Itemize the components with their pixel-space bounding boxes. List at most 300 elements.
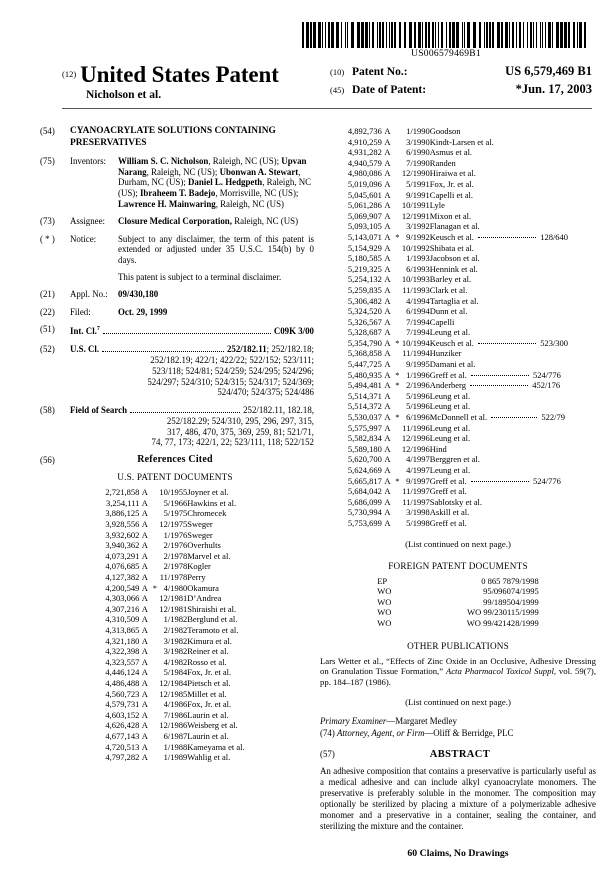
citation-row <box>105 657 244 668</box>
citation-assignee-name: Greff et al. <box>429 486 467 497</box>
citation-assignee-name: Shiraishi et al. <box>187 603 237 614</box>
foreign-citation-row <box>377 607 539 618</box>
citation-date: 12/1984 <box>159 677 188 688</box>
citation-kind-code: A <box>384 454 391 465</box>
citation-kind-code: A <box>384 369 391 380</box>
citation-star-marker <box>393 296 402 307</box>
citation-patent-number: 5,514,372 <box>347 401 382 412</box>
citation-patent-number: 4,626,428 <box>105 720 140 731</box>
citation-star-marker <box>393 444 402 455</box>
citation-patent-number: 5,665,817 <box>347 475 382 486</box>
citation-patent-number: 5,684,042 <box>347 486 382 497</box>
examiner-block <box>320 716 596 738</box>
citation-assignee-name: Chromecek <box>187 508 227 519</box>
citation-star-marker <box>150 498 159 509</box>
citation-patent-number: 4,486,488 <box>105 677 140 688</box>
citation-star-marker <box>393 486 402 497</box>
citation-kind-code: A <box>141 540 148 551</box>
citation-patent-number: 4,446,124 <box>105 667 140 678</box>
citation-star-marker <box>150 593 159 604</box>
citation-star-marker: * <box>395 231 400 242</box>
citation-row <box>105 625 244 636</box>
attorney-agent-firm: (74) Attorney, Agent, or Firm—Oliff & Berridge, PLC <box>320 727 514 738</box>
citation-assignee-name: Greff et al. <box>429 517 467 528</box>
foreign-publication-date: 8/1999 <box>515 617 539 628</box>
us-patent-documents-table-left <box>105 487 244 762</box>
citation-row <box>105 498 244 509</box>
citation-assignee-name: Leung et al. <box>429 390 471 401</box>
citation-row <box>348 327 568 338</box>
citation-assignee-name: Damani et al. <box>429 359 476 370</box>
notice-label: Notice: <box>70 233 97 244</box>
citation-kind-code: A <box>384 210 391 221</box>
patent-number-label: Patent No.: <box>352 66 408 78</box>
citation-row <box>348 507 568 518</box>
citation-patent-number: 5,259,835 <box>347 284 382 295</box>
citation-date: 11/1994 <box>402 348 430 359</box>
citation-patent-number: 5,480,935 <box>347 369 382 380</box>
list-continued-notice-1: (List continued on next page.) <box>405 538 511 549</box>
citation-date: 4/1997 <box>406 465 430 475</box>
citation-date: 9/1992 <box>406 231 430 242</box>
citation-date: 12/1981 <box>159 593 188 604</box>
citation-patent-number: 4,579,731 <box>105 699 140 710</box>
citation-assignee-name: Kimura et al. <box>187 635 232 646</box>
citation-row <box>105 487 244 498</box>
citation-star-marker <box>150 699 159 710</box>
citation-star-marker <box>150 657 159 668</box>
us-cl-label: U.S. Cl. <box>70 344 100 355</box>
barcode-block <box>302 22 590 60</box>
citation-assignee-name: Capelli <box>429 316 455 327</box>
citation-kind-code: A <box>384 517 391 528</box>
citation-row <box>348 306 568 317</box>
citation-star-marker <box>150 519 159 530</box>
us-patent-documents-table-right <box>348 126 568 529</box>
citation-star-marker <box>150 604 159 615</box>
citation-date: 10/1993 <box>401 274 430 285</box>
citation-patent-number: 5,180,585 <box>347 253 382 264</box>
citation-kind-code: A <box>384 475 391 486</box>
citation-star-marker <box>393 274 402 285</box>
citation-kind-code: A <box>141 614 148 625</box>
citation-row <box>348 412 568 423</box>
citation-date: 1/1990 <box>406 126 430 136</box>
foreign-country-code: WO <box>377 607 392 618</box>
page-title: United States Patent <box>80 62 279 87</box>
citation-star-marker <box>150 720 159 731</box>
citation-assignee-name: Berggren et al. <box>429 454 480 465</box>
citation-patent-number: 5,753,699 <box>347 517 382 528</box>
citation-patent-number: 5,324,520 <box>347 306 382 317</box>
citation-kind-code: A <box>384 433 391 444</box>
foreign-patent-documents-heading: FOREIGN PATENT DOCUMENTS <box>388 560 528 571</box>
citation-star-marker <box>393 306 402 317</box>
citation-assignee-name: D’Andrea <box>187 593 222 604</box>
filed-value: Oct. 29, 1999 <box>118 306 168 317</box>
citation-star-marker <box>393 243 402 254</box>
citation-star-marker <box>393 497 402 508</box>
citation-star-marker <box>393 179 402 190</box>
abstract-text: An adhesive composition that contains a preservative is particularly useful as a medical adhesive and can include alkyl cyanoacrylate monomers. The preservative is preferably soluble in the monomer. The composition may optionally be sterilized by placing a mixture of a polymerizable adhesive monomer and a preservative in a container, sealing the container, and sterilizing the mixture and the container. <box>320 765 596 832</box>
field-filed <box>36 307 314 318</box>
citation-date: 2/1996 <box>406 380 430 391</box>
citation-kind-code: A <box>141 667 148 678</box>
citation-assignee-name: Hawkins et al. <box>187 497 237 508</box>
citation-patent-number: 5,143,071 <box>347 231 382 242</box>
citation-star-marker <box>393 211 402 222</box>
citation-assignee-name: Tartaglia et al. <box>429 295 479 306</box>
foreign-citation-row <box>377 618 539 629</box>
cites-body-right <box>348 126 568 529</box>
inid-code-75: (75) <box>40 156 55 167</box>
citation-patent-number: 2,721,858 <box>105 487 140 498</box>
citation-kind-code: A <box>141 519 148 530</box>
citation-kind-code: A <box>141 635 148 646</box>
citation-assignee-name: Leung et al. <box>429 433 471 444</box>
citation-patent-number: 5,061,286 <box>347 200 382 211</box>
foreign-country-code: WO <box>377 586 392 597</box>
inid-code-12: (12) <box>62 69 77 79</box>
int-cl-edition: 7 <box>96 326 100 333</box>
field-of-search-label: Field of Search <box>70 405 128 416</box>
citation-patent-number: 5,589,180 <box>347 443 382 454</box>
citation-patent-number: 5,368,858 <box>347 348 382 359</box>
citation-star-marker <box>150 625 159 636</box>
date-of-patent-row <box>330 82 592 97</box>
citation-assignee-name: Greff et al. 524/776 <box>429 369 561 380</box>
citation-kind-code: A <box>384 306 391 317</box>
field-of-search <box>36 405 314 448</box>
citation-assignee-name: Capelli et al. <box>429 189 473 200</box>
citation-star-marker <box>150 667 159 678</box>
citation-assignee-name: Greff et al. 524/776 <box>429 475 561 486</box>
citation-star-marker <box>150 508 159 519</box>
citation-assignee-name: Sweger <box>187 529 213 540</box>
citation-row <box>105 561 244 572</box>
citation-row <box>348 518 568 529</box>
citation-row <box>348 317 568 328</box>
citation-star-marker <box>150 530 159 541</box>
citation-star-marker <box>150 742 159 753</box>
inid-code-10: (10) <box>330 67 345 77</box>
citation-kind-code: A <box>141 572 148 583</box>
citation-kind-code: A <box>384 168 391 179</box>
citation-kind-code: A <box>384 496 391 507</box>
citation-patent-number: 5,093,105 <box>347 221 382 232</box>
citation-date: 5/1984 <box>163 667 188 678</box>
citation-kind-code: A <box>384 253 391 264</box>
citation-row <box>348 158 568 169</box>
citation-row <box>348 444 568 455</box>
citation-assignee-name: Kogler <box>187 561 211 572</box>
citation-patent-number: 5,328,687 <box>347 327 382 338</box>
citation-patent-number: 4,322,398 <box>105 646 140 657</box>
citation-patent-number: 4,677,143 <box>105 730 140 741</box>
us-cl-continuation-1: 523/118; 524/81; 524/259; 524/295; 524/296; <box>152 365 314 376</box>
citation-kind-code: A <box>384 348 391 359</box>
citation-date: 12/1975 <box>159 519 188 530</box>
citation-star-marker <box>150 487 159 498</box>
citation-patent-number: 4,200,549 <box>105 582 140 593</box>
citation-patent-number: 3,940,362 <box>105 540 140 551</box>
citation-patent-number: 4,127,382 <box>105 572 140 583</box>
citation-patent-number: 5,219,325 <box>347 263 382 274</box>
citation-date: 6/1996 <box>406 412 430 423</box>
masthead <box>0 62 600 108</box>
notice-paragraph-2: This patent is subject to a terminal disclaimer. <box>118 271 282 282</box>
citation-patent-number: 4,797,282 <box>105 752 140 763</box>
inventors-label: Inventors: <box>70 156 106 167</box>
citation-patent-number: 5,045,601 <box>347 189 382 200</box>
foreign-country-code: WO <box>377 617 392 628</box>
inid-code-star: ( * ) <box>40 233 55 244</box>
citation-star-marker: * <box>395 337 400 348</box>
citation-kind-code: A <box>384 200 391 211</box>
citation-star-marker <box>393 391 402 402</box>
citation-assignee-name: Barley et al. <box>429 274 472 285</box>
citation-date: 3/1982 <box>163 635 188 646</box>
citation-star-marker <box>393 168 402 179</box>
citation-assignee-name: Reiner et al. <box>187 646 229 657</box>
int-cl-label: Int. Cl.$^7$ <box>70 326 100 337</box>
citation-date: 7/1986 <box>163 709 188 720</box>
citation-kind-code: A <box>384 242 391 253</box>
citation-date: 1/1989 <box>163 752 188 763</box>
citation-date: 11/1997 <box>402 486 430 497</box>
citation-assignee-name: Hunziker <box>429 348 462 359</box>
notice-paragraph-1: Subject to any disclaimer, the term of this patent is extended or adjusted under 35 U.S.C. 154(b) by 0 days. <box>118 233 314 265</box>
citation-row <box>105 551 244 562</box>
citation-date: 3/1982 <box>163 646 188 657</box>
citation-star-marker <box>150 646 159 657</box>
header-divider <box>62 108 592 109</box>
citation-patent-number: 3,932,602 <box>105 529 140 540</box>
field-us-cl <box>36 344 314 398</box>
citation-patent-number: 5,326,567 <box>347 316 382 327</box>
citation-kind-code: A <box>141 550 148 561</box>
citation-star-marker <box>393 190 402 201</box>
foreign-publication-date: 5/1999 <box>515 607 539 618</box>
citation-row <box>348 380 568 391</box>
citation-row <box>105 689 244 700</box>
citation-patent-number: 5,620,700 <box>347 454 382 465</box>
assignee-label: Assignee: <box>70 216 106 227</box>
citation-assignee-name: Mixon et al. <box>429 210 472 221</box>
citation-date: 11/1993 <box>402 284 430 295</box>
field-inventors <box>36 156 314 209</box>
citation-patent-number: 5,306,482 <box>347 295 382 306</box>
citation-date: 11/1996 <box>402 422 430 433</box>
citation-patent-number: 4,321,180 <box>105 635 140 646</box>
citation-assignee-name: Rosso et al. <box>187 656 227 667</box>
citation-row <box>105 710 244 721</box>
citation-date: 5/1975 <box>163 508 188 519</box>
citation-star-marker <box>150 614 159 625</box>
citation-row <box>105 530 244 541</box>
citation-row <box>348 253 568 264</box>
notice-value <box>118 234 314 282</box>
us-cl-continuation-2: 524/297; 524/310; 524/315; 524/317; 524/369; <box>147 376 314 387</box>
citation-star-marker <box>393 221 402 232</box>
citation-date: 9/1995 <box>406 359 430 370</box>
citation-kind-code: A <box>141 603 148 614</box>
int-cl-value: C09K 3/00 <box>273 326 314 337</box>
dot-leader <box>102 351 224 352</box>
field-assignee <box>36 216 314 227</box>
citation-assignee-name: Fox, Jr. et al. <box>429 178 474 189</box>
citation-kind-code: A <box>384 316 391 327</box>
inid-code-22: (22) <box>40 306 55 317</box>
citation-kind-code: A <box>384 422 391 433</box>
left-column <box>36 126 314 763</box>
citation-assignee-name: Sweger <box>187 519 213 530</box>
citation-star-marker <box>393 507 402 518</box>
citation-assignee-name: Perry <box>187 572 206 583</box>
citation-kind-code: A <box>141 561 148 572</box>
citation-date: 9/1997 <box>406 475 430 486</box>
cites-body-left <box>105 487 244 762</box>
citation-date: 12/1985 <box>159 688 188 699</box>
citation-date: 3/1992 <box>406 221 430 232</box>
citation-patent-number: 5,730,994 <box>347 507 382 518</box>
citation-assignee-name: Teramoto et al. <box>187 625 239 635</box>
citation-assignee-name: Sablotsky et al. <box>429 496 482 507</box>
references-cited-heading: References Cited <box>137 454 213 466</box>
citation-row <box>105 583 244 594</box>
citation-row <box>348 465 568 476</box>
filed-label: Filed: <box>70 306 91 317</box>
citation-kind-code: A <box>141 752 148 763</box>
citation-row <box>348 243 568 254</box>
inventors-value: William S. C. Nicholson, Raleigh, NC (US); Upvan Narang, Raleigh, NC (US); Ubonwan A. Stewart, Durham, NC (US); Daniel L. Hedgpeth, Raleigh, NC (US); Ibraheem T. Badejo, Morrisville, NC (US); Lawrence H. Mainwaring, Raleigh, NC (US) <box>118 156 312 209</box>
citation-star-marker <box>393 359 402 370</box>
citation-date: 1/1982 <box>163 614 188 625</box>
inid-code-73: (73) <box>40 216 55 227</box>
citation-patent-number: 4,313,865 <box>105 625 140 635</box>
primary-examiner: Primary Examiner—Margaret Medley <box>320 716 457 727</box>
citation-date: 11/1978 <box>159 572 188 583</box>
list-continued-notice-2: (List continued on next page.) <box>405 697 511 708</box>
citation-row <box>105 519 244 530</box>
citation-assignee-name: Overhults <box>187 540 221 551</box>
citation-row <box>105 667 244 678</box>
citation-patent-number: 5,069,907 <box>347 210 382 221</box>
citation-kind-code: A <box>384 412 391 423</box>
citation-row <box>348 221 568 232</box>
citation-kind-code: A <box>384 231 391 242</box>
citation-row <box>348 338 568 349</box>
foreign-body <box>377 576 539 629</box>
citation-row <box>105 752 244 763</box>
citation-patent-number: 4,073,291 <box>105 550 140 561</box>
citation-row <box>105 678 244 689</box>
inid-code-57: (57) <box>320 748 335 759</box>
citation-row <box>348 401 568 412</box>
citation-date: 5/1966 <box>163 497 188 508</box>
barcode-number: US006579469B1 <box>411 49 481 59</box>
citation-star-marker <box>393 454 402 465</box>
field-of-search-continuation-1: 317, 486, 470, 375, 369, 259, 81; 521/71, <box>167 426 314 437</box>
citation-assignee-name: Askill et al. <box>429 507 470 518</box>
citation-assignee-name: McDonnell et al. 522/79 <box>429 412 566 423</box>
foreign-citation-row <box>377 576 539 587</box>
citation-row <box>348 126 568 137</box>
citation-star-marker <box>393 317 402 328</box>
foreign-document-number: 0 865 787 <box>481 575 516 586</box>
citation-date: 3/1990 <box>406 136 430 147</box>
citation-assignee-name: Fox, Jr. et al. <box>187 667 232 678</box>
citation-date: 2/1978 <box>163 561 188 572</box>
citation-row <box>105 540 244 551</box>
citation-date: 1/1976 <box>163 529 188 540</box>
citation-row <box>348 179 568 190</box>
foreign-country-code: EP <box>377 575 388 586</box>
citation-row <box>348 168 568 179</box>
citation-date: 4/1982 <box>163 656 188 667</box>
citation-kind-code: A <box>141 625 148 635</box>
citation-kind-code: A <box>384 359 391 370</box>
citation-star-marker <box>393 348 402 359</box>
citation-assignee-name: Berglund et al. <box>187 614 238 625</box>
citation-date: 4/1986 <box>163 699 188 710</box>
citation-star-marker <box>150 752 159 763</box>
citation-star-marker <box>393 264 402 275</box>
field-of-search-primary: 252/182.11, 182.18, <box>243 405 314 416</box>
citation-patent-number: 4,076,685 <box>105 561 140 572</box>
citation-date: 2/1982 <box>163 625 188 635</box>
us-cl-primary: 252/182.11; 252/182.18; <box>226 344 314 355</box>
citation-assignee-name: Jacobson et al. <box>429 253 480 264</box>
citation-patent-number: 5,530,037 <box>347 412 382 423</box>
field-title <box>36 126 314 149</box>
citation-kind-code: A <box>384 147 391 158</box>
citation-assignee-name: Clark et al. <box>429 284 468 295</box>
field-int-cl <box>36 324 314 337</box>
citation-assignee-name: Leung et al. <box>429 465 471 475</box>
citation-star-marker <box>393 126 402 137</box>
dot-leader <box>130 412 240 413</box>
citation-assignee-name: Shibata et al. <box>429 242 474 253</box>
claims-drawings-line: 60 Claims, No Drawings <box>407 848 509 860</box>
citation-assignee-name: Hiraiwa et al. <box>429 168 476 179</box>
foreign-citation-row <box>377 586 539 597</box>
citation-kind-code: A <box>141 582 148 593</box>
citation-date: 5/1991 <box>406 178 430 189</box>
citation-kind-code: A <box>384 465 391 475</box>
citation-star-marker <box>393 158 402 169</box>
citation-patent-number: 5,514,371 <box>347 390 382 401</box>
citation-date: 7/1994 <box>406 327 430 338</box>
citation-kind-code: A <box>384 157 391 168</box>
citation-patent-number: 3,254,111 <box>106 497 140 508</box>
citation-assignee-name: Leung et al. <box>429 327 471 338</box>
citation-date: 4/1980 <box>163 582 188 593</box>
citation-row <box>348 147 568 158</box>
patent-number-value: US 6,579,469 B1 <box>505 64 592 78</box>
citation-patent-number: 3,928,556 <box>105 519 140 530</box>
citation-date: 6/1990 <box>406 147 430 158</box>
us-cl-continuation-0: 252/182.19; 422/1; 422/22; 522/152; 523/111; <box>150 354 314 365</box>
field-appl-no <box>36 289 314 300</box>
citation-patent-number: 5,624,669 <box>347 465 382 475</box>
citation-kind-code: A <box>141 593 148 604</box>
citation-star-marker: * <box>395 475 400 486</box>
foreign-document-number: WO 99/23011 <box>467 607 516 618</box>
citation-row <box>105 593 244 604</box>
citation-date: 1/1988 <box>163 741 188 752</box>
citation-assignee-name: Kindt-Larsen et al. <box>429 136 494 147</box>
